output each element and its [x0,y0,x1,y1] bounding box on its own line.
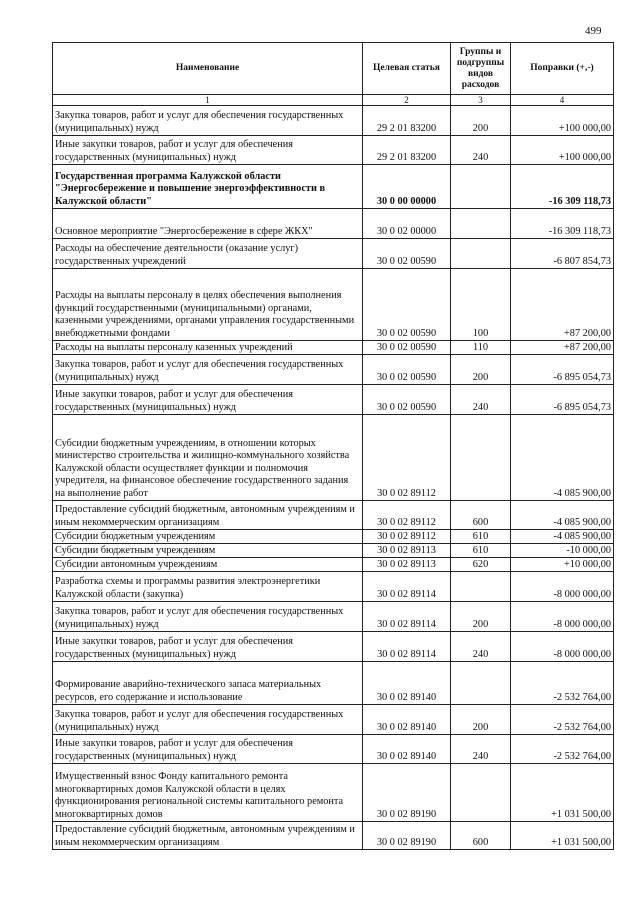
row-expense-group: 240 [451,735,511,764]
table-row [53,415,614,501]
row-target-code: 30 0 02 89112 [363,530,451,544]
header-groups: Группы и подгруппы видов расходов [451,43,511,95]
row-amount: +1 031 500,00 [511,764,614,822]
row-amount: -2 532 764,00 [511,662,614,705]
row-name: Расходы на выплаты персоналу в целях обеспечения выполнения функций государственными (муниципальными) органами, казенными учреждениями, органами управления государственными внебюджетными фондами [53,269,363,341]
row-expense-group: 240 [451,385,511,415]
table-row [53,106,614,136]
row-expense-group [451,662,511,705]
row-amount: +100 000,00 [511,136,614,165]
row-amount: +87 200,00 [511,269,614,341]
row-target-code: 30 0 02 89190 [363,822,451,850]
row-target-code: 30 0 02 00590 [363,341,451,355]
table-row [53,530,614,544]
table-row [53,632,614,662]
page-number: 499 [585,25,602,37]
row-target-code: 30 0 02 00590 [363,385,451,415]
row-target-code: 30 0 02 00590 [363,239,451,269]
row-target-code: 30 0 02 89114 [363,602,451,632]
row-name: Субсидии бюджетным учреждениям, в отношении которых министерство строительства и жилищно-коммунального хозяйства Калужской области осуществляет функции и полномочия учредителя, на финансовое обеспечение государственного задания на выполнение работ [53,415,363,501]
row-name: Государственная программа Калужской области "Энергосбережение и повышение энергоэффективности в Калужской области" [53,165,363,209]
table-row [53,269,614,341]
row-name: Предоставление субсидий бюджетным, автономным учреждениям и иным некоммерческим организациям [53,501,363,530]
row-expense-group [451,239,511,269]
row-expense-group: 240 [451,136,511,165]
row-name: Субсидии автономным учреждениям [53,558,363,572]
row-expense-group: 600 [451,501,511,530]
table-row [53,165,614,209]
column-number: 1 [53,95,363,106]
row-name: Закупка товаров, работ и услуг для обеспечения государственных (муниципальных) нужд [53,705,363,735]
row-target-code: 29 2 01 83200 [363,106,451,136]
row-expense-group [451,209,511,239]
row-target-code: 30 0 02 89114 [363,572,451,602]
row-name: Закупка товаров, работ и услуг для обеспечения государственных (муниципальных) нужд [53,602,363,632]
row-name: Субсидии бюджетным учреждениям [53,544,363,558]
row-amount: +100 000,00 [511,106,614,136]
table-row [53,572,614,602]
row-amount: -4 085 900,00 [511,501,614,530]
table-row [53,822,614,850]
row-amount: -6 895 054,73 [511,385,614,415]
row-expense-group: 240 [451,632,511,662]
table-row [53,239,614,269]
row-name: Основное мероприятие "Энергосбережение в сфере ЖКХ" [53,209,363,239]
row-amount: +1 031 500,00 [511,822,614,850]
budget-amendments-table [52,42,614,850]
row-name: Расходы на выплаты персоналу казенных учреждений [53,341,363,355]
row-name: Закупка товаров, работ и услуг для обеспечения государственных (муниципальных) нужд [53,106,363,136]
row-target-code: 30 0 02 89112 [363,501,451,530]
row-amount: -2 532 764,00 [511,705,614,735]
table-row [53,501,614,530]
row-target-code: 30 0 02 89140 [363,735,451,764]
row-target-code: 30 0 02 89114 [363,632,451,662]
column-number: 3 [451,95,511,106]
row-name: Иные закупки товаров, работ и услуг для обеспечения государственных (муниципальных) нужд [53,735,363,764]
row-expense-group [451,415,511,501]
row-expense-group: 620 [451,558,511,572]
row-amount: -6 807 854,73 [511,239,614,269]
table-row [53,705,614,735]
row-name: Закупка товаров, работ и услуг для обеспечения государственных (муниципальных) нужд [53,355,363,385]
row-name: Иные закупки товаров, работ и услуг для обеспечения государственных (муниципальных) нужд [53,632,363,662]
row-amount: -8 000 000,00 [511,632,614,662]
row-name: Расходы на обеспечение деятельности (оказание услуг) государственных учреждений [53,239,363,269]
row-expense-group: 110 [451,341,511,355]
row-amount: -4 085 900,00 [511,415,614,501]
table-row [53,209,614,239]
row-target-code: 30 0 00 00000 [363,165,451,209]
column-number: 4 [511,95,614,106]
row-expense-group [451,572,511,602]
header-target: Целевая статья [363,43,451,95]
table-row [53,764,614,822]
row-name: Субсидии бюджетным учреждениям [53,530,363,544]
row-target-code: 30 0 02 89140 [363,662,451,705]
row-name: Иные закупки товаров, работ и услуг для обеспечения государственных (муниципальных) нужд [53,136,363,165]
row-expense-group: 200 [451,602,511,632]
row-expense-group: 100 [451,269,511,341]
table-row [53,735,614,764]
row-expense-group [451,165,511,209]
row-name: Иные закупки товаров, работ и услуг для обеспечения государственных (муниципальных) нужд [53,385,363,415]
table-row [53,385,614,415]
table-row [53,602,614,632]
row-expense-group: 610 [451,530,511,544]
table-row [53,355,614,385]
table-row [53,136,614,165]
row-expense-group: 200 [451,705,511,735]
row-amount: -2 532 764,00 [511,735,614,764]
row-amount: -8 000 000,00 [511,572,614,602]
row-expense-group [451,764,511,822]
row-expense-group: 610 [451,544,511,558]
row-target-code: 30 0 02 89140 [363,705,451,735]
row-target-code: 30 0 02 89113 [363,558,451,572]
row-target-code: 30 0 02 89112 [363,415,451,501]
row-target-code: 29 2 01 83200 [363,136,451,165]
table-row [53,544,614,558]
row-name: Разработка схемы и программы развития электроэнергетики Калужской области (закупка) [53,572,363,602]
row-amount: -16 309 118,73 [511,165,614,209]
row-target-code: 30 0 02 00590 [363,269,451,341]
row-amount: +10 000,00 [511,558,614,572]
table-row [53,662,614,705]
row-name: Формирование аварийно-технического запаса материальных ресурсов, его содержание и использование [53,662,363,705]
row-amount: -8 000 000,00 [511,602,614,632]
row-expense-group: 200 [451,106,511,136]
row-amount: -6 895 054,73 [511,355,614,385]
row-name: Имущественный взнос Фонду капитального ремонта многоквартирных домов Калужской области в целях функционирования региональной системы капитального ремонта многоквартирных домов [53,764,363,822]
table-row [53,558,614,572]
row-amount: -10 000,00 [511,544,614,558]
row-amount: +87 200,00 [511,341,614,355]
row-target-code: 30 0 02 00000 [363,209,451,239]
header-amendments: Поправки (+,-) [511,43,614,95]
row-target-code: 30 0 02 00590 [363,355,451,385]
row-expense-group: 200 [451,355,511,385]
row-target-code: 30 0 02 89113 [363,544,451,558]
header-name: Наименование [53,43,363,95]
row-target-code: 30 0 02 89190 [363,764,451,822]
row-expense-group: 600 [451,822,511,850]
table-row [53,341,614,355]
column-number: 2 [363,95,451,106]
row-name: Предоставление субсидий бюджетным, автономным учреждениям и иным некоммерческим организациям [53,822,363,850]
row-amount: -4 085 900,00 [511,530,614,544]
row-amount: -16 309 118,73 [511,209,614,239]
